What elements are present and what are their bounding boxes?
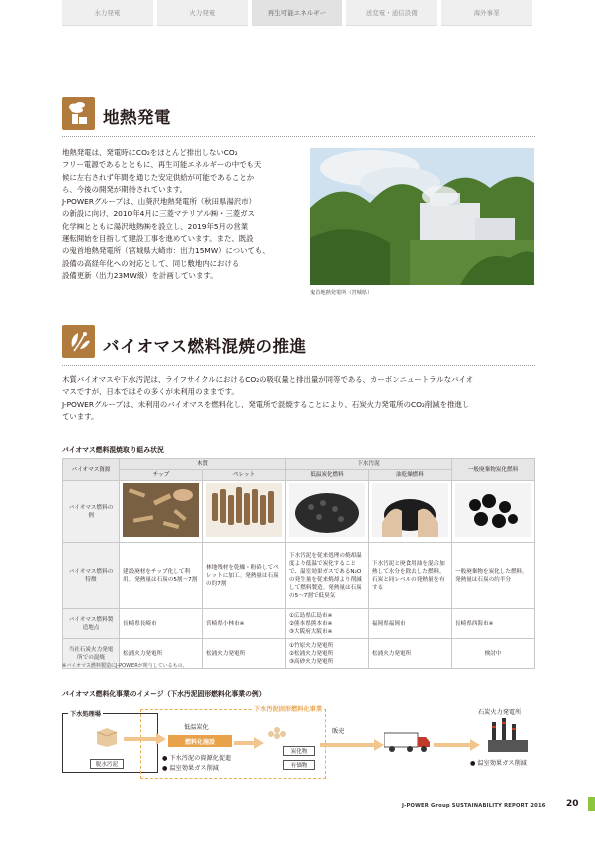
text-line: ています。 [62, 411, 99, 421]
text-line: の新設に向け、2010年4月に三菱マテリアル㈱・三菱ガス [62, 209, 255, 219]
divider [62, 136, 535, 137]
lowtemp-fuel-photo [286, 481, 369, 543]
table-cell: 建設廃材をチップ化して利用。発熱量は石炭の5割～7割 [120, 543, 203, 609]
text-line: J-POWERグループは、山葵沢地熱発電所（秋田県湯沢市） [62, 197, 256, 207]
benefit-text: 温室効果ガス削減 [169, 765, 219, 772]
biomass-title: バイオマス燃料混焼の推進 [103, 337, 307, 356]
table-row [63, 543, 535, 609]
table-caption: バイオマス燃料混焼取り組み状況 [62, 446, 164, 454]
table-cell: 林地残材を乾燥・粉砕してペレットに加工。発熱量は石炭の約7割 [203, 543, 286, 609]
table-cell: 長崎県長崎市 [120, 609, 203, 639]
arrow-icon [434, 737, 480, 756]
category-tabs [62, 0, 532, 26]
dewatered-sludge-box: 脱水汚泥 [90, 759, 124, 769]
table-cell: 松浦火力発電所 [369, 639, 452, 669]
row-label: バイオマス燃料製造地点 [63, 609, 120, 639]
geothermal-paragraph [62, 147, 302, 282]
table-cell: 福岡県福岡市 [369, 609, 452, 639]
table-cell: 松浦火力発電所 [120, 639, 203, 669]
table-cell: 一般廃棄物を炭化した燃料。発熱量は石炭の約半分 [452, 543, 535, 609]
text-line: 地熱発電は、発電時にCO₂をほとんど排出しないCO₂ [62, 148, 238, 157]
text-line: 化学㈱とともに湯沢地熱㈱を設立し、2019年5月の営業 [62, 221, 249, 231]
arrow-icon [234, 735, 264, 754]
sale-label: 販売 [332, 728, 345, 735]
low-temp-label: 低温炭化 [184, 724, 209, 731]
photo-caption: 鬼首地熱発電所（宮城県） [310, 290, 373, 296]
text-line: 候に左右されず年間を通じた安定供給が可能であることか [62, 172, 255, 182]
table-row [63, 481, 535, 543]
subheader-oildry: 油乾燥燃料 [369, 470, 452, 481]
text-line: ら、今後の開発が期待されています。 [62, 184, 188, 194]
row-label: 当社石炭火力発電所での混焼 [63, 639, 120, 669]
biomass-table [62, 458, 535, 669]
text-line: 設備更新（出力23MW級）を計画しています。 [62, 270, 218, 280]
text-line: 木質バイオマスや下水汚泥は、ライフサイクルにおけるCO₂の吸収量と排出量が同等である、カーボンニュートラルなバイオ [62, 375, 474, 384]
table-cell: ①竹原火力発電所 ②松浦火力発電所 ③高砂火力発電所 [286, 639, 369, 669]
biomass-paragraph [62, 374, 535, 423]
text-line: 設備の高経年化への対応として、同じ敷地内における [62, 258, 240, 268]
page-number: 20 [566, 799, 579, 809]
row-label: バイオマス燃料の特徴 [63, 543, 120, 609]
text-line: の鬼首地熱発電所（宮城県大崎市：出力15MW）についても、 [62, 246, 270, 256]
geothermal-plant-photo [310, 148, 534, 285]
benefit-text: 温室効果ガス削減 [477, 760, 527, 767]
subheader-pellet: ペレット [203, 470, 286, 481]
chip-photo [120, 481, 203, 543]
table-cell: 検討中 [452, 639, 535, 669]
header-resource: バイオマス資源 [63, 459, 120, 481]
valuable-box: 有価物 [283, 760, 315, 770]
carbide-icon [266, 720, 288, 744]
table-cell: 下水汚泥を従来処理の焼却温度より低温で炭化することで、温室効果ガスであるN₂Oの発生量を従来焼却より削減して燃料製造。発熱量は石炭の5～7割で低臭気 [286, 543, 369, 609]
tab-overseas[interactable]: 海外事業 [441, 0, 532, 26]
waste-fuel-photo [452, 481, 535, 543]
tab-transmission[interactable]: 送変電・通信設備 [346, 0, 437, 26]
tab-renewable[interactable]: 再生可能エネルギー [252, 0, 343, 26]
table-cell: 宮崎県小林市※ [203, 609, 286, 639]
fuelization-facility: 燃料化施設 [168, 735, 232, 747]
power-plant-icon [484, 718, 532, 756]
text-line: マスですが、日本ではその多くが未利用のままです。 [62, 387, 239, 397]
coal-benefit: ● 温室効果ガス削減 [470, 760, 527, 767]
benefit-item-2: ● 温室効果ガス削減 [162, 765, 219, 772]
truck-icon [384, 731, 432, 757]
text-line: 運転開始を目指して建設工事を進めています。また、既設 [62, 234, 254, 244]
sewage-plant-label: 下水処理場 [70, 711, 101, 718]
table-cell: ①広島県広島市※ ②熊本県熊本市※ ③大阪府大阪市※ [286, 609, 369, 639]
tab-hydro[interactable]: 水力発電 [62, 0, 153, 26]
carbide-box: 炭化物 [283, 746, 315, 756]
sale-arrow-icon [320, 737, 384, 756]
benefit-text: 下水汚泥の資源化促進 [169, 755, 232, 762]
oildry-fuel-photo [369, 481, 452, 543]
divider [62, 365, 535, 366]
subheader-chip: チップ [120, 470, 203, 481]
table-cell: 長崎県西海市※ [452, 609, 535, 639]
subheader-lowtemp: 低温炭化燃料 [286, 470, 369, 481]
header-group-waste: 一般廃棄物炭化燃料 [452, 459, 535, 481]
benefit-item-1: ● 下水汚泥の資源化促進 [162, 755, 232, 762]
sludge-icon [95, 726, 119, 752]
page-tab-marker [588, 797, 595, 811]
diagram-caption: バイオマス燃料化事業のイメージ（下水汚泥固形燃料化事業の例） [62, 690, 266, 698]
pellet-photo [203, 481, 286, 543]
header-group-sludge: 下水汚泥 [286, 459, 452, 470]
coal-plant-label: 石炭火力発電所 [478, 709, 522, 716]
footer-text: J-POWER Group SUSTAINABILITY REPORT 2016 [402, 803, 546, 809]
tab-thermal[interactable]: 火力発電 [157, 0, 248, 26]
table-cell: 下水汚泥と廃食用油を混合加熱して水分を除去した燃料。石炭と同レベルの発熱量を有する [369, 543, 452, 609]
table-note: ※バイオマス燃料製造にJ-POWERが関与しているもの。 [62, 663, 188, 669]
text-line: J-POWERグループは、未利用のバイオマスを燃料化し、発電所で混焼することにより、石炭火力発電所のCO₂削減を推進し [62, 399, 470, 409]
table-row [63, 609, 535, 639]
geothermal-title: 地熱発電 [103, 108, 171, 127]
table-cell: 松浦火力発電所 [203, 639, 286, 669]
geothermal-plant-icon [62, 97, 95, 130]
row-label: バイオマス燃料の例 [63, 481, 120, 543]
biomass-leaves-icon [62, 325, 95, 358]
arrow-icon [124, 731, 166, 750]
header-group-wood: 木質 [120, 459, 286, 470]
project-label: 下水汚泥固形燃料化事業 [254, 706, 323, 713]
text-line: フリー電源であるとともに、再生可能エネルギーの中でも天 [62, 160, 262, 170]
